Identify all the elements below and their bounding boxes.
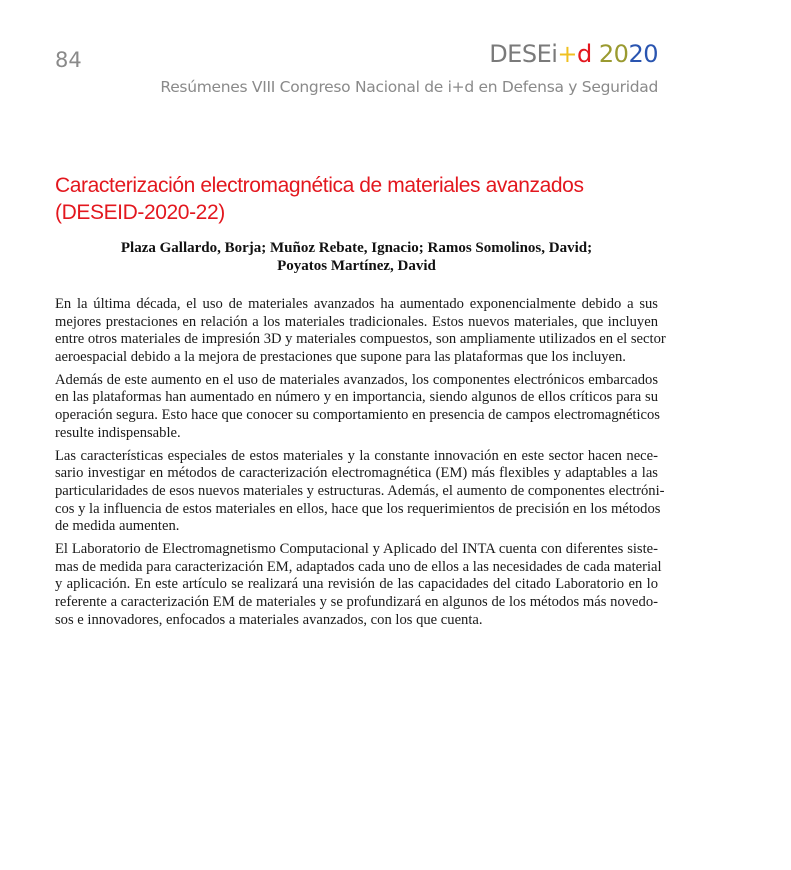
text-line: operación segura. Esto hace que conocer su comportamiento en presencia de campos electromagnéticos (55, 407, 660, 424)
title-line: (DESEID-2020-22) (55, 201, 225, 224)
text-line: de medida aumenten. (55, 518, 180, 535)
authors (55, 239, 658, 275)
text-line: referente a caracterización EM de materiales y se profundizará en algunos de los métodos más novedo- (55, 594, 658, 610)
text-line: resulte indispensable. (55, 424, 181, 441)
running-header: Resúmenes VIII Congreso Nacional de i+d en Defensa y Seguridad (160, 78, 658, 96)
paragraph (55, 447, 665, 536)
deseid-2020-logo: DESEi+d 2020 (489, 40, 658, 68)
article-title (55, 172, 675, 226)
paragraph (55, 296, 666, 366)
text-line: entre otros materiales de impresión 3D y materiales compuestos, son ampliamente utilizados en el sector (55, 331, 666, 348)
author-line: Plaza Gallardo, Borja; Muñoz Rebate, Ignacio; Ramos Somolinos, David; (120, 240, 593, 256)
abstract-body (55, 296, 666, 635)
title-line: Caracterización electromagnética de materiales avanzados (55, 174, 584, 197)
text-line: En la última década, el uso de materiales avanzados ha aumentado exponencialmente debido a sus (55, 296, 658, 312)
text-line: cos y la influencia de estos materiales en ellos, hace que los requerimientos de precisión en los métodos (55, 500, 661, 517)
text-line: sario investigar en métodos de caracterización electromagnética (EM) más flexibles y adaptables a las (55, 465, 658, 482)
paragraph (55, 541, 662, 629)
paragraph (55, 372, 658, 442)
text-line: Además de este aumento en el uso de materiales avanzados, los componentes electrónicos embarcados (55, 371, 658, 388)
text-line: mejores prestaciones en relación a los materiales tradicionales. Estos nuevos materiales, que incluyen (55, 313, 658, 330)
author-line: Poyatos Martínez, David (277, 258, 436, 274)
text-line: particularidades de esos nuevos materiales y estructuras. Además, el aumento de componentes electróni- (55, 482, 665, 499)
text-line: mas de medida para caracterización EM, adaptados cada uno de ellos a las necesidades de cada material (55, 558, 662, 575)
text-line: y aplicación. En este artículo se realizará una revisión de las capacidades del citado Laboratorio en lo (55, 576, 658, 593)
text-line: en las plataformas han aumentado en número y en importancia, siendo algunos de ellos críticos para su (55, 389, 658, 406)
text-line: aeroespacial debido a la mejora de prestaciones que supone para las plataformas que los incluyen. (55, 348, 626, 365)
text-line: Las características especiales de estos materiales y la constante innovación en este sector hacen nece- (55, 447, 658, 464)
text-line: sos e innovadores, enfocados a materiales avanzados, con los que cuenta. (55, 611, 483, 628)
page-number: 84 (55, 48, 82, 72)
text-line: El Laboratorio de Electromagnetismo Computacional y Aplicado del INTA cuenta con diferentes siste- (55, 541, 658, 558)
